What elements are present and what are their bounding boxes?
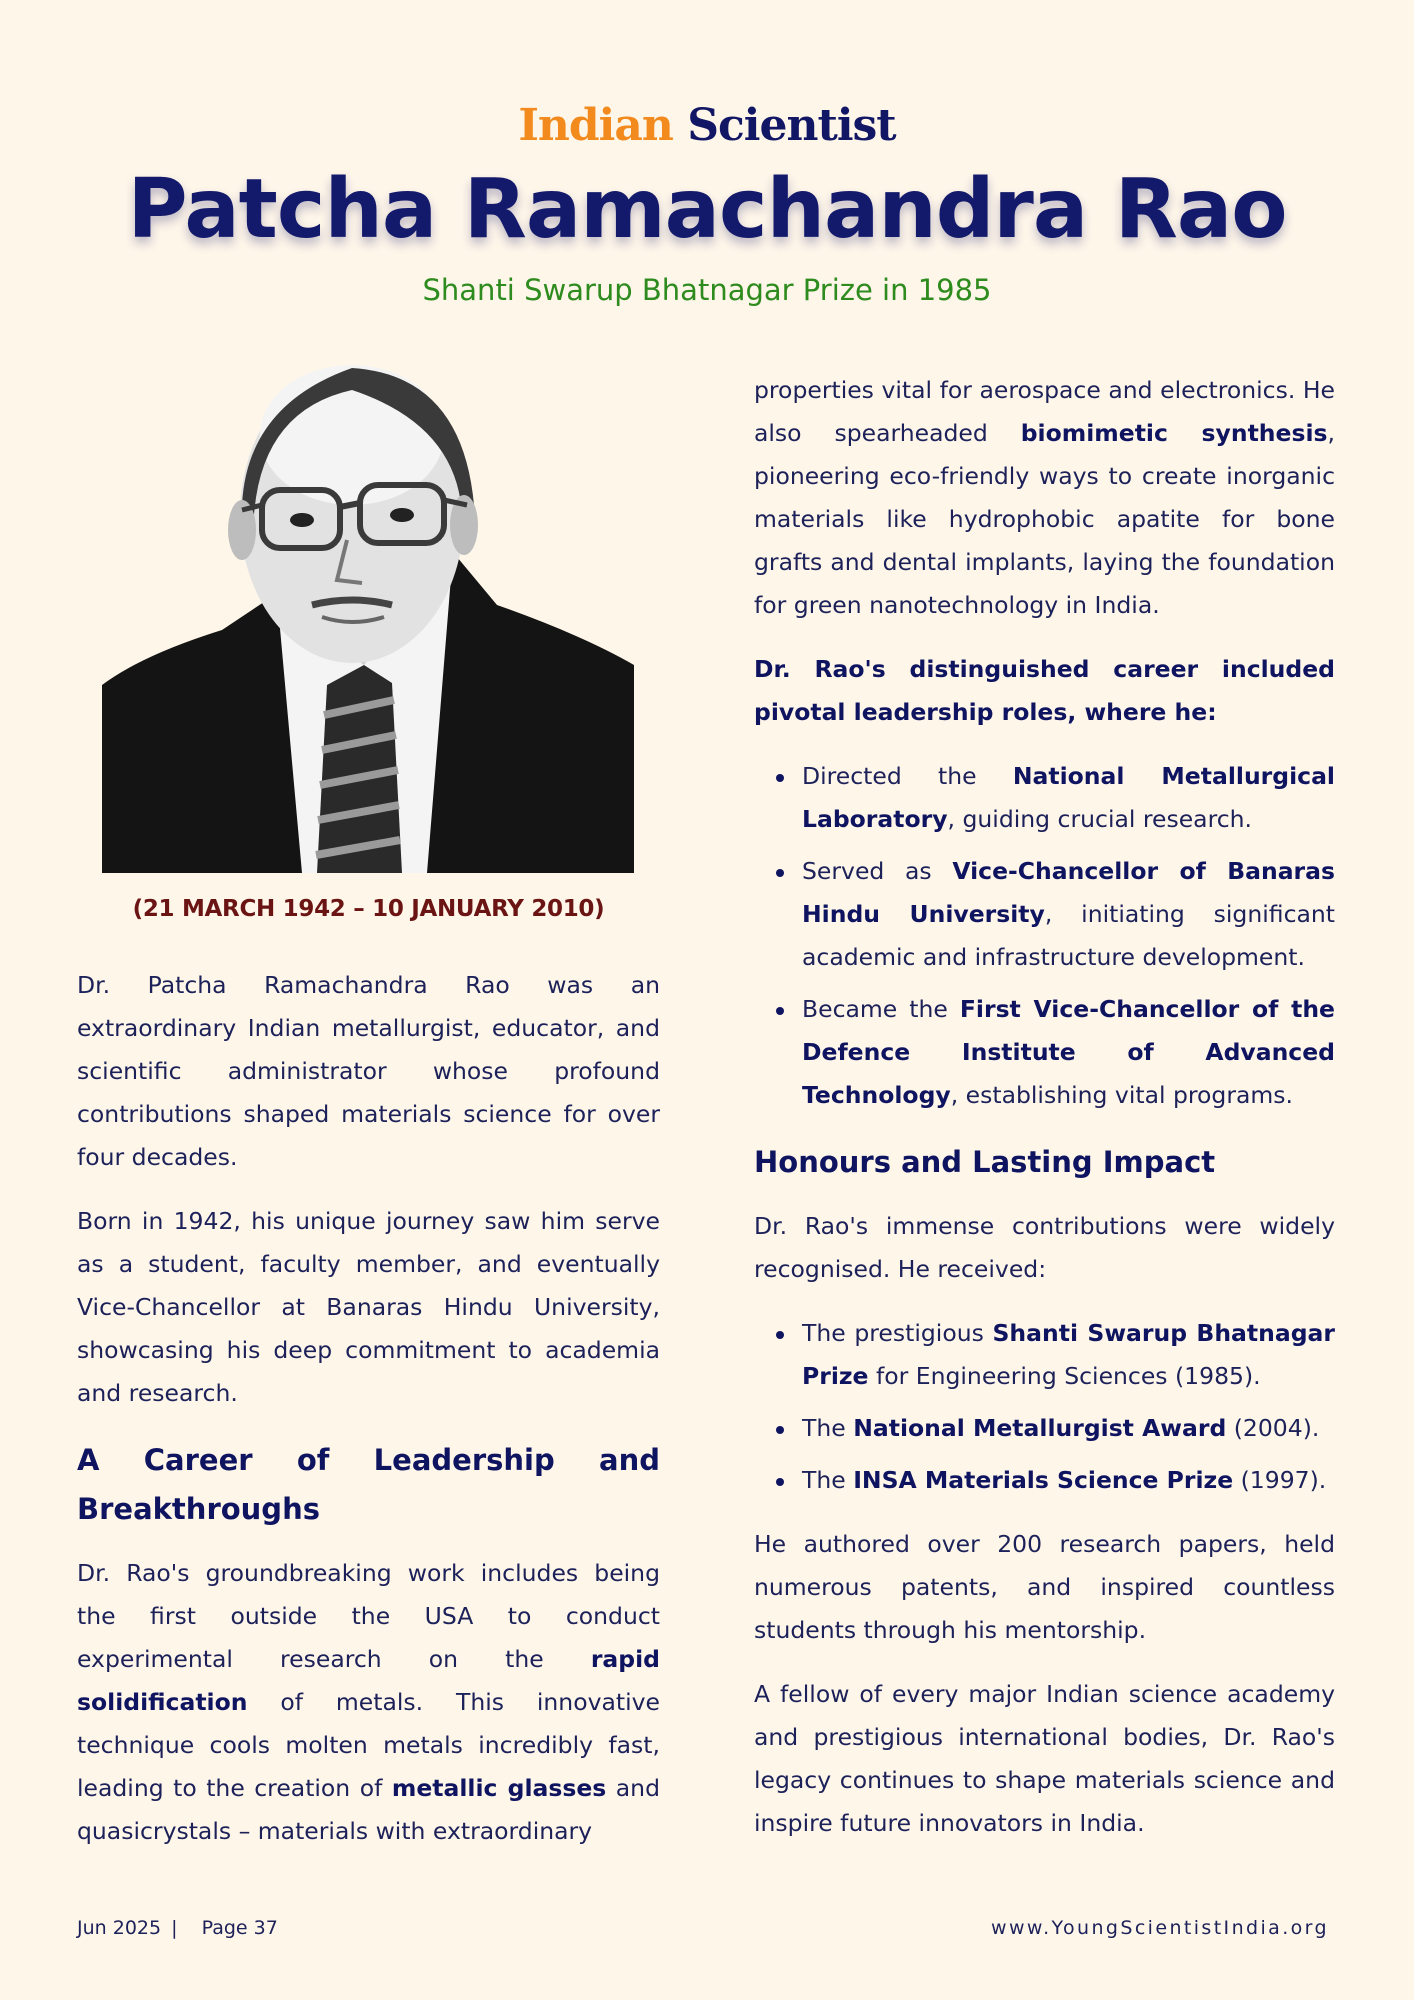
page-header [0,96,1414,310]
section-kicker [0,96,1414,156]
item-text: The prestigious [802,1319,993,1347]
career-text-2: of metals. This innovative technique cools molten metals incredibly fast, leading to the creation of [77,1688,660,1802]
honours-intro: Dr. Rao's immense contributions were widely recognised. He received: [754,1212,1335,1283]
metallic-glasses-term: metallic glasses [391,1774,607,1802]
footer-separator: | [171,1917,178,1939]
page-title: Patcha Ramachandra Rao [127,162,1287,257]
kicker-indian: Indian [518,100,673,151]
intro-paragraph: Dr. Patcha Ramachandra Rao was an extraordinary Indian metallurgist, educator, and scientific administrator whose profound contributions shaped materials science for over four decades. [77,971,660,1171]
footer-issue-page [77,1915,278,1941]
item-bold: INSA Materials Science Prize [853,1466,1234,1494]
biomimetic-synthesis-term: biomimetic synthesis [1020,419,1328,447]
right-column [754,369,1335,1866]
issue-date: Jun 2025 [77,1917,162,1939]
continued-text-2: , pioneering eco-friendly ways to create inorganic materials like hydrophobic apatite for bone grafts and dental implants, laying the foundation for green nanotechnology in India. [754,419,1335,619]
continued-paragraph [754,369,1335,627]
portrait-image-icon [102,365,634,873]
career-heading: A Career of Leadership and Breakthroughs [77,1443,660,1526]
kicker-scientist: Scientist [687,100,896,151]
item-bold: First Vice-Chancellor of the Defence Institute of Advanced Technology [802,995,1335,1109]
item-text: , guiding crucial research. [947,805,1253,833]
item-text: , initiating significant academic and infrastructure development. [802,900,1335,971]
leadership-list [754,755,1335,1117]
continued-text-1: properties vital for aerospace and electronics. He also spearheaded [754,376,1335,447]
career-text-1: Dr. Rao's groundbreaking work includes being the first outside the USA to conduct experimental research on the [77,1559,660,1673]
item-text: (2004). [1226,1414,1320,1442]
born-paragraph: Born in 1942, his unique journey saw him serve as a student, faculty member, and eventually Vice-Chancellor at Banaras Hindu University, showcasing his deep commitment to academia and research. [77,1207,660,1407]
item-text: for Engineering Sciences (1985). [868,1362,1261,1390]
item-text: (1997). [1233,1466,1327,1494]
leadership-lead: Dr. Rao's distinguished career included pivotal leadership roles, where he: [754,655,1335,726]
item-bold: Vice-Chancellor of Banaras Hindu University [802,857,1335,928]
life-dates: (21 MARCH 1942 – 10 JANUARY 2010) [132,896,605,922]
rapid-solidification-term: rapid solidification [77,1645,660,1716]
item-bold: National Metallurgist Award [853,1414,1227,1442]
item-text: Directed the [802,762,1013,790]
website-link[interactable]: www.YoungScientistIndia.org [991,1917,1329,1939]
list-item [802,1407,1335,1450]
left-column [77,964,660,1874]
authored-paragraph: He authored over 200 research papers, held numerous patents, and inspired countless students through his mentorship. [754,1530,1335,1644]
list-item [802,1312,1335,1398]
page-number: Page 37 [201,1917,278,1939]
list-item [802,755,1335,841]
career-paragraph [77,1552,660,1853]
item-text: Became the [802,995,960,1023]
item-bold: National Metallurgical Laboratory [802,762,1335,833]
page-subtitle: Shanti Swarup Bhatnagar Prize in 1985 [422,273,992,307]
list-item [802,850,1335,979]
portrait-photo [102,365,634,873]
career-text-3: and quasicrystals – materials with extraordinary [77,1774,660,1845]
item-bold: Shanti Swarup Bhatnagar Prize [802,1319,1335,1390]
list-item [802,1459,1335,1502]
honours-list [754,1312,1335,1502]
item-text: , establishing vital programs. [950,1081,1293,1109]
legacy-paragraph: A fellow of every major Indian science academy and prestigious international bodies, Dr. Rao's legacy continues to shape materials science and inspire future innovators in India. [754,1680,1335,1837]
item-text: Served as [802,857,953,885]
item-text: The [802,1414,854,1442]
item-text: The [802,1466,854,1494]
list-item [802,988,1335,1117]
honours-heading: Honours and Lasting Impact [754,1145,1216,1179]
